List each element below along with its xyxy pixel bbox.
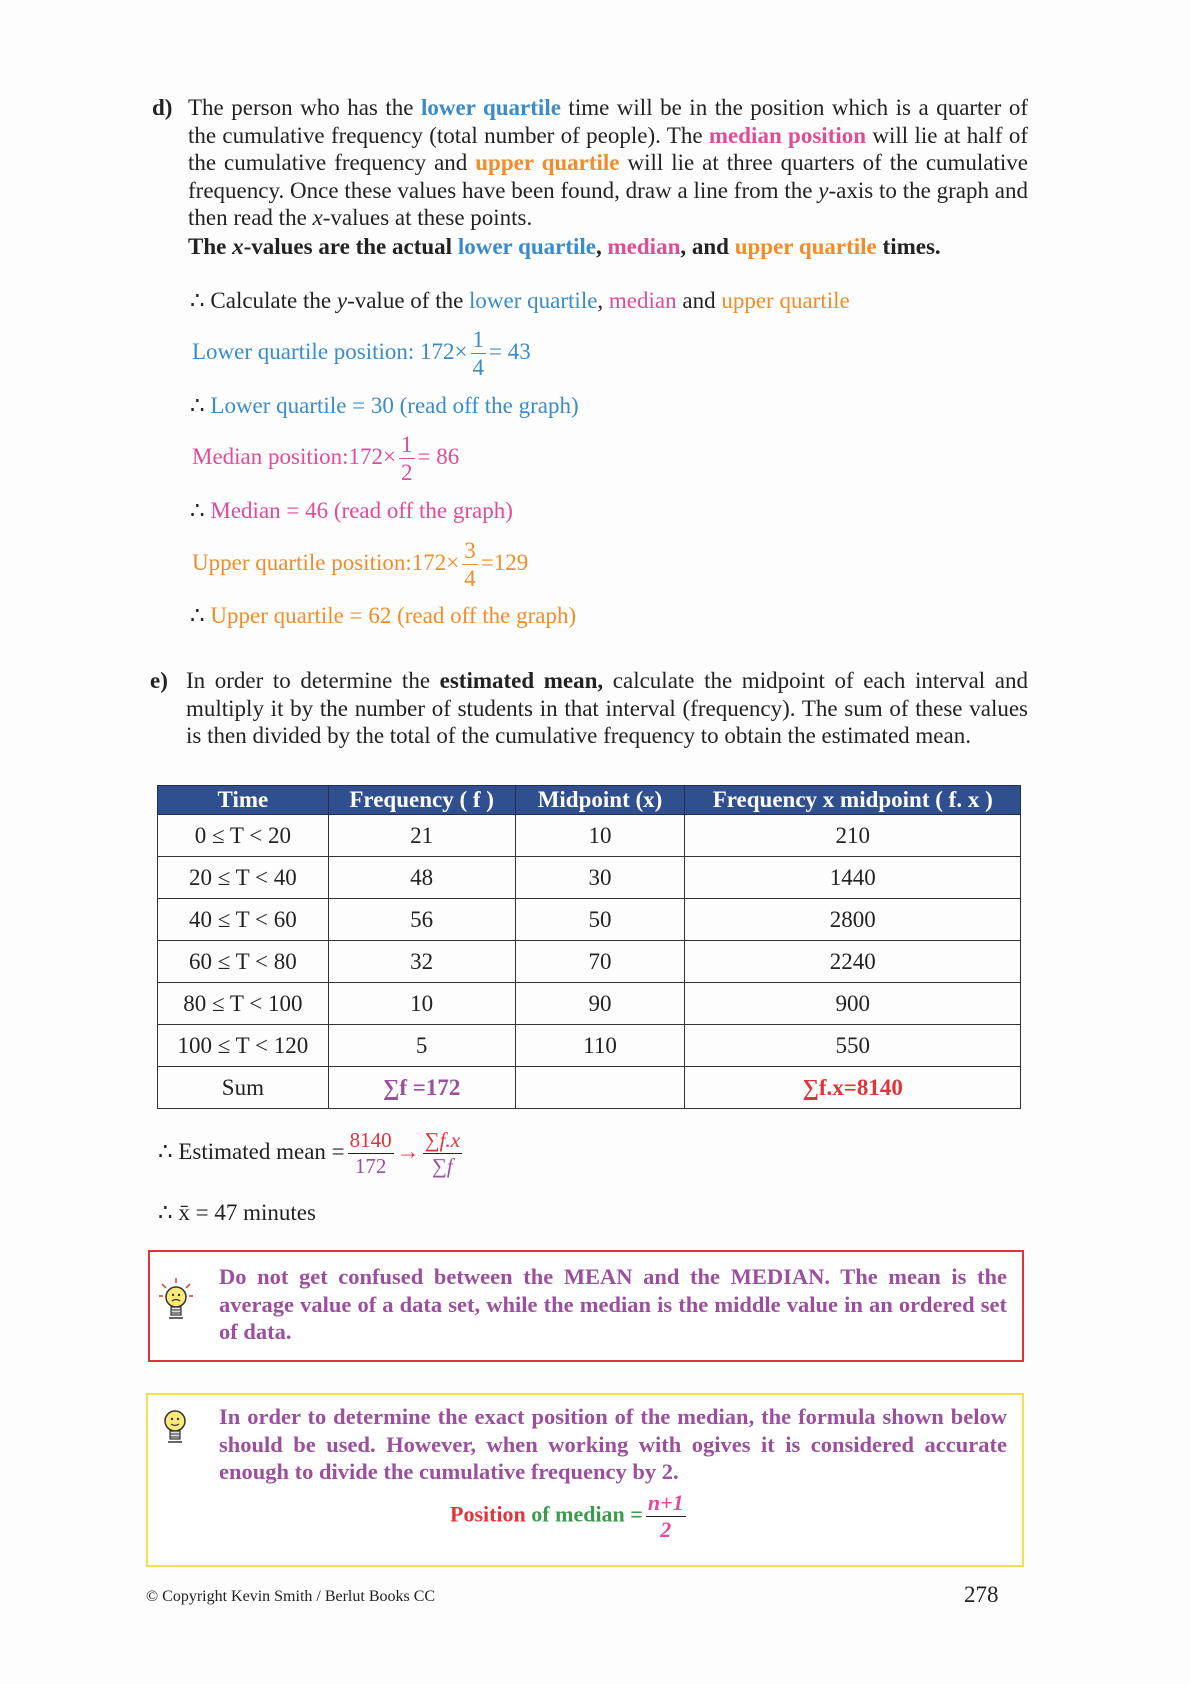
text: -axis to the graph and then read the xyxy=(188,177,1028,230)
text: will lie at three quarters of the cumulative frequency. Once these values have been found, draw a line from the xyxy=(188,150,1029,203)
cell-product: 550 xyxy=(685,1025,1021,1067)
text: (read off the graph) xyxy=(399,393,579,418)
x-variable: x xyxy=(232,234,244,259)
cell-time: 80 ≤ T < 100 xyxy=(158,983,329,1025)
text: = 86 xyxy=(417,443,460,469)
text: , and xyxy=(680,234,735,259)
text: Median = 46 xyxy=(204,498,334,523)
y-variable: y xyxy=(336,288,348,313)
upper-quartile-term: upper quartile xyxy=(721,288,850,313)
text: and xyxy=(676,288,722,313)
cell-time: 60 ≤ T < 80 xyxy=(158,941,329,983)
estimated-mean-term: estimated mean, xyxy=(439,668,604,693)
text: -values are the actual xyxy=(243,234,458,259)
lower-quartile-term: lower quartile xyxy=(457,234,597,259)
table-row xyxy=(158,1025,1021,1067)
fraction xyxy=(399,433,415,484)
therefore-symbol: ∴ xyxy=(190,498,205,523)
median-term: median xyxy=(607,234,681,259)
cell-frequency: 5 xyxy=(328,1025,515,1067)
formula-fraction xyxy=(423,1130,462,1177)
cell-product: 210 xyxy=(685,815,1021,857)
lightbulb-icon xyxy=(160,1408,190,1456)
text: (read off the graph) xyxy=(333,498,513,523)
table-row xyxy=(158,857,1021,899)
numerator: ∑f.x xyxy=(424,1128,461,1152)
mean-result: ∴ x̄ = 47 minutes xyxy=(158,1200,316,1225)
lower-quartile-term: lower quartile xyxy=(469,288,598,313)
header-time: Time xyxy=(158,786,329,815)
text: will lie at half of the cumulative frequency and xyxy=(188,122,1028,175)
numerator: 3 xyxy=(464,538,476,563)
table-header-row xyxy=(158,786,1021,815)
numerator: 1 xyxy=(472,327,485,352)
table-row xyxy=(158,941,1021,983)
text: Upper quartile position:172× xyxy=(192,549,460,575)
text: = 43 xyxy=(489,338,531,364)
estimated-mean-calc xyxy=(158,1130,465,1177)
text: -values at these points. xyxy=(322,205,533,230)
section-d-bold-line xyxy=(188,233,941,261)
text: In order to determine the xyxy=(186,668,440,693)
text: The person who has the xyxy=(188,95,421,120)
upper-quartile-term: upper quartile xyxy=(734,234,877,259)
text: , xyxy=(597,288,609,313)
cell-midpoint: 90 xyxy=(515,983,685,1025)
tip-text-mean-median: Do not get confused between the MEAN and the MEDIAN. The mean is the average value of a data set, while the median is the middle value in an ordered set of data. xyxy=(219,1264,1007,1344)
denominator: 4 xyxy=(472,355,485,380)
cell-time: 100 ≤ T < 120 xyxy=(158,1025,329,1067)
formula-fraction xyxy=(646,1492,686,1541)
y-variable: y xyxy=(818,177,829,203)
text: Lower quartile position: 172× xyxy=(192,338,468,364)
text: , xyxy=(596,234,608,259)
table-row xyxy=(158,899,1021,941)
tip-text-median-formula: In order to determine the exact position of the median, the formula shown below should be used. However, when working with ogives it is considered accurate enough to divide the cumulative frequency by 2. xyxy=(219,1404,1007,1484)
header-frequency: Frequency ( f ) xyxy=(328,786,515,815)
table-row xyxy=(158,815,1021,857)
text: ∴ Estimated mean = xyxy=(158,1138,345,1164)
denominator: 2 xyxy=(401,460,413,485)
header-freq-x-midpoint: Frequency x midpoint ( f. x ) xyxy=(685,786,1021,815)
cell-frequency: 21 xyxy=(328,815,515,857)
cell-product: 1440 xyxy=(685,857,1021,899)
text: Upper quartile = 62 xyxy=(204,603,398,628)
text: Lower quartile = 30 xyxy=(204,393,400,418)
median-position-calc xyxy=(192,433,459,484)
calc-intro xyxy=(190,288,850,314)
table-sum-row xyxy=(158,1067,1021,1109)
text: calculate the midpoint of each interval and multiply it by the number of students in that interval (frequency). The sum of these values is then divided by the total of the cumulative frequency to obtain the estimated mean. xyxy=(186,668,1028,748)
cell-empty xyxy=(515,1067,685,1109)
table-row xyxy=(158,983,1021,1025)
fraction xyxy=(471,328,487,379)
text: The xyxy=(188,234,233,259)
denominator: ∑f xyxy=(431,1154,453,1178)
text: Position xyxy=(450,1501,526,1527)
cell-frequency: 10 xyxy=(328,983,515,1025)
cell-midpoint: 110 xyxy=(515,1025,685,1067)
numerator: 1 xyxy=(401,432,413,457)
numerator: 8140 xyxy=(349,1128,392,1152)
header-midpoint: Midpoint (x) xyxy=(515,786,685,815)
cell-time: 20 ≤ T < 40 xyxy=(158,857,329,899)
text: of median = xyxy=(525,1501,643,1527)
uq-value xyxy=(190,603,576,629)
text: times. xyxy=(876,234,941,259)
denominator: 172 xyxy=(354,1154,387,1178)
text: =129 xyxy=(480,549,529,575)
cell-sum-product: ∑f.x=8140 xyxy=(685,1067,1021,1109)
median-formula xyxy=(450,1492,689,1541)
lightbulb-icon xyxy=(158,1276,194,1330)
section-e-label: e) xyxy=(150,668,168,693)
copyright: © Copyright Kevin Smith / Berlut Books CC xyxy=(146,1588,436,1605)
lower-quartile-term: lower quartile xyxy=(420,95,561,120)
cell-product: 900 xyxy=(685,983,1021,1025)
lq-value xyxy=(190,393,579,419)
cell-midpoint: 70 xyxy=(515,941,685,983)
page-number: 278 xyxy=(964,1582,999,1607)
therefore-symbol: ∴ xyxy=(190,393,205,418)
cell-time: 0 ≤ T < 20 xyxy=(158,815,329,857)
lq-position-calc xyxy=(192,328,531,379)
arrow-icon: → xyxy=(396,1138,420,1164)
cell-frequency: 32 xyxy=(328,941,515,983)
cell-product: 2240 xyxy=(685,941,1021,983)
frequency-table xyxy=(157,785,1021,1109)
median-term: median xyxy=(608,288,677,313)
text: -value of the xyxy=(347,288,470,313)
denominator: 4 xyxy=(464,566,476,591)
cell-frequency: 56 xyxy=(328,899,515,941)
fraction xyxy=(462,539,478,590)
numerator: n+1 xyxy=(647,1490,684,1515)
cell-midpoint: 10 xyxy=(515,815,685,857)
cell-midpoint: 50 xyxy=(515,899,685,941)
cell-frequency: 48 xyxy=(328,857,515,899)
section-e-paragraph xyxy=(186,667,1028,750)
section-d-paragraph xyxy=(188,94,1028,232)
text: time will be in the position which is a quarter of the cumulative frequency (total number of people). The xyxy=(188,95,1028,148)
therefore-symbol: ∴ xyxy=(190,288,205,313)
median-value xyxy=(190,498,513,524)
text: Calculate the xyxy=(204,288,337,313)
denominator: 2 xyxy=(660,1517,672,1542)
mean-fraction xyxy=(348,1130,394,1177)
cell-sum-label: Sum xyxy=(158,1067,329,1109)
text: (read off the graph) xyxy=(397,603,577,628)
upper-quartile-term: upper quartile xyxy=(475,150,620,175)
section-d-label: d) xyxy=(152,95,173,120)
cell-sum-frequency: ∑f =172 xyxy=(328,1067,515,1109)
therefore-symbol: ∴ xyxy=(190,603,205,628)
median-position-term: median position xyxy=(708,122,867,148)
cell-midpoint: 30 xyxy=(515,857,685,899)
text: Median position:172× xyxy=(192,443,396,469)
cell-time: 40 ≤ T < 60 xyxy=(158,899,329,941)
x-variable: x xyxy=(312,205,323,230)
cell-product: 2800 xyxy=(685,899,1021,941)
uq-position-calc xyxy=(192,539,528,590)
